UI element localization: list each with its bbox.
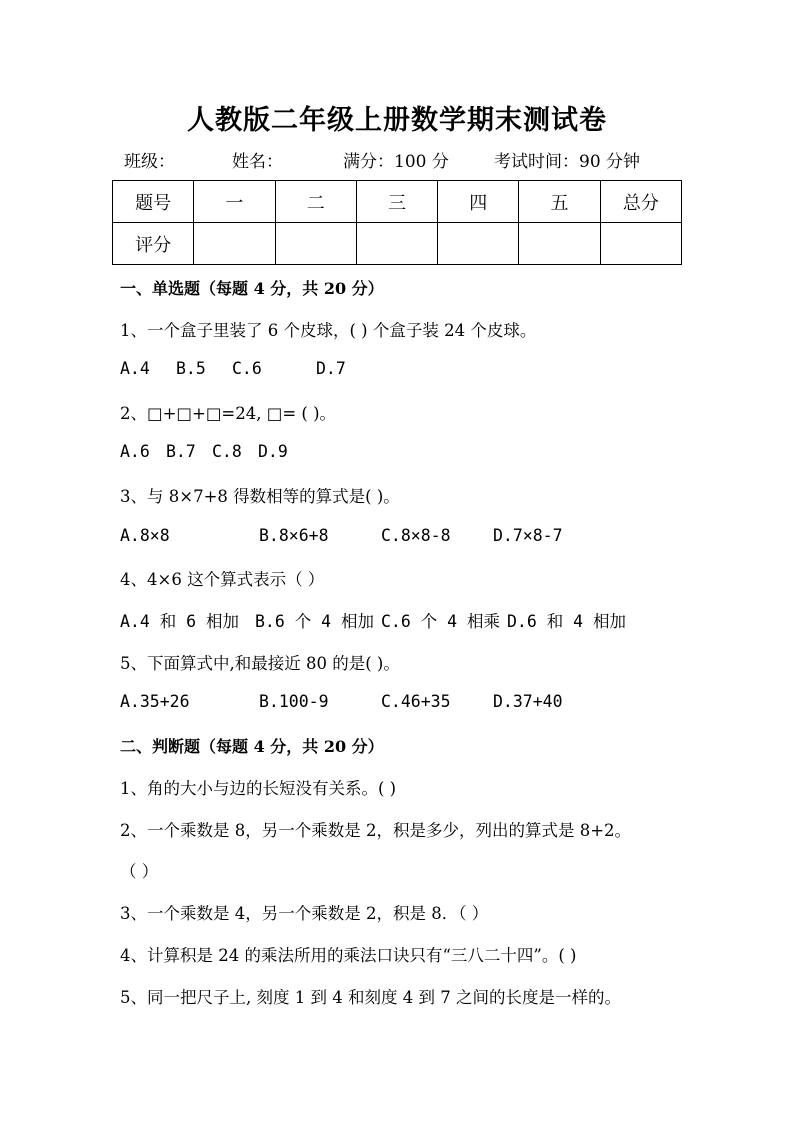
page-title: 人教版二年级上册数学期末测试卷 xyxy=(187,105,607,136)
score-table-cell: 五 xyxy=(519,181,600,223)
score-table-cell: 二 xyxy=(275,181,356,223)
exam-info-row xyxy=(124,147,694,171)
class-label: 班级： xyxy=(124,152,175,172)
option: D.7 xyxy=(316,359,346,378)
question-text: 1、一个盒子里装了 6 个皮球，( ) 个盒子装 24 个皮球。 xyxy=(120,321,537,340)
option: D.7×8-7 xyxy=(493,526,563,545)
score-table-cell: 评分 xyxy=(113,223,194,265)
judgement-item: （ ） xyxy=(120,862,159,881)
question-text: 5、下面算式中,和最接近 80 的是( )。 xyxy=(120,654,400,673)
section-header: 二、判断题（每题 4 分，共 20 分） xyxy=(120,737,384,756)
score-table-score-row xyxy=(113,223,682,265)
question-text: 4、4×6 这个算式表示（ ） xyxy=(120,570,325,589)
score-input-cell[interactable] xyxy=(356,223,437,265)
score-table-cell: 三 xyxy=(356,181,437,223)
question-text: 3、与 8×7+8 得数相等的算式是( )。 xyxy=(120,487,400,506)
option: A.4 xyxy=(120,359,150,378)
score-table-cell: 题号 xyxy=(113,181,194,223)
exam-time-label: 考试时间：90 分钟 xyxy=(494,152,641,172)
judgement-item: 1、角的大小与边的长短没有关系。( ) xyxy=(120,779,397,798)
option: D.6 和 4 相加 xyxy=(507,612,627,631)
option: A.8×8 xyxy=(120,526,170,545)
option: A.4 和 6 相加 xyxy=(120,612,240,631)
score-input-cell[interactable] xyxy=(600,223,681,265)
option: B.100-9 xyxy=(259,692,329,711)
option: B.7 xyxy=(166,442,196,461)
score-table-cell: 总分 xyxy=(600,181,681,223)
judgement-item: 4、计算积是 24 的乘法所用的乘法口诀只有“三八二十四”。( ) xyxy=(120,946,577,965)
score-table-cell: 四 xyxy=(438,181,519,223)
option: C.46+35 xyxy=(381,692,451,711)
score-table-cell: 一 xyxy=(194,181,275,223)
option: D.9 xyxy=(258,442,288,461)
option: C.8×8-8 xyxy=(381,526,451,545)
judgement-item: 2、一个乘数是 8，另一个乘数是 2，积是多少，列出的算式是 8+2。 xyxy=(120,821,632,840)
name-label: 姓名： xyxy=(232,152,283,172)
option: C.6 个 4 相乘 xyxy=(381,612,501,631)
option: B.6 个 4 相加 xyxy=(255,612,375,631)
option: C.6 xyxy=(232,359,262,378)
option: B.8×6+8 xyxy=(259,526,329,545)
option: C.8 xyxy=(212,442,242,461)
score-input-cell[interactable] xyxy=(194,223,275,265)
judgement-item: 5、同一把尺子上, 刻度 1 到 4 和刻度 4 到 7 之间的长度是一样的。 xyxy=(120,988,621,1007)
question-text: 2、□+□+□=24, □= ( )。 xyxy=(120,404,337,423)
option: D.37+40 xyxy=(493,692,563,711)
section-header: 一、单选题（每题 4 分，共 20 分） xyxy=(120,279,384,298)
score-input-cell[interactable] xyxy=(438,223,519,265)
score-table-header-row xyxy=(113,181,682,223)
full-score-label: 满分：100 分 xyxy=(343,152,449,172)
score-table xyxy=(112,180,682,265)
score-input-cell[interactable] xyxy=(275,223,356,265)
option: B.5 xyxy=(176,359,206,378)
option: A.35+26 xyxy=(120,692,190,711)
option: A.6 xyxy=(120,442,150,461)
score-input-cell[interactable] xyxy=(519,223,600,265)
judgement-item: 3、一个乘数是 4，另一个乘数是 2，积是 8．（ ） xyxy=(120,904,489,923)
